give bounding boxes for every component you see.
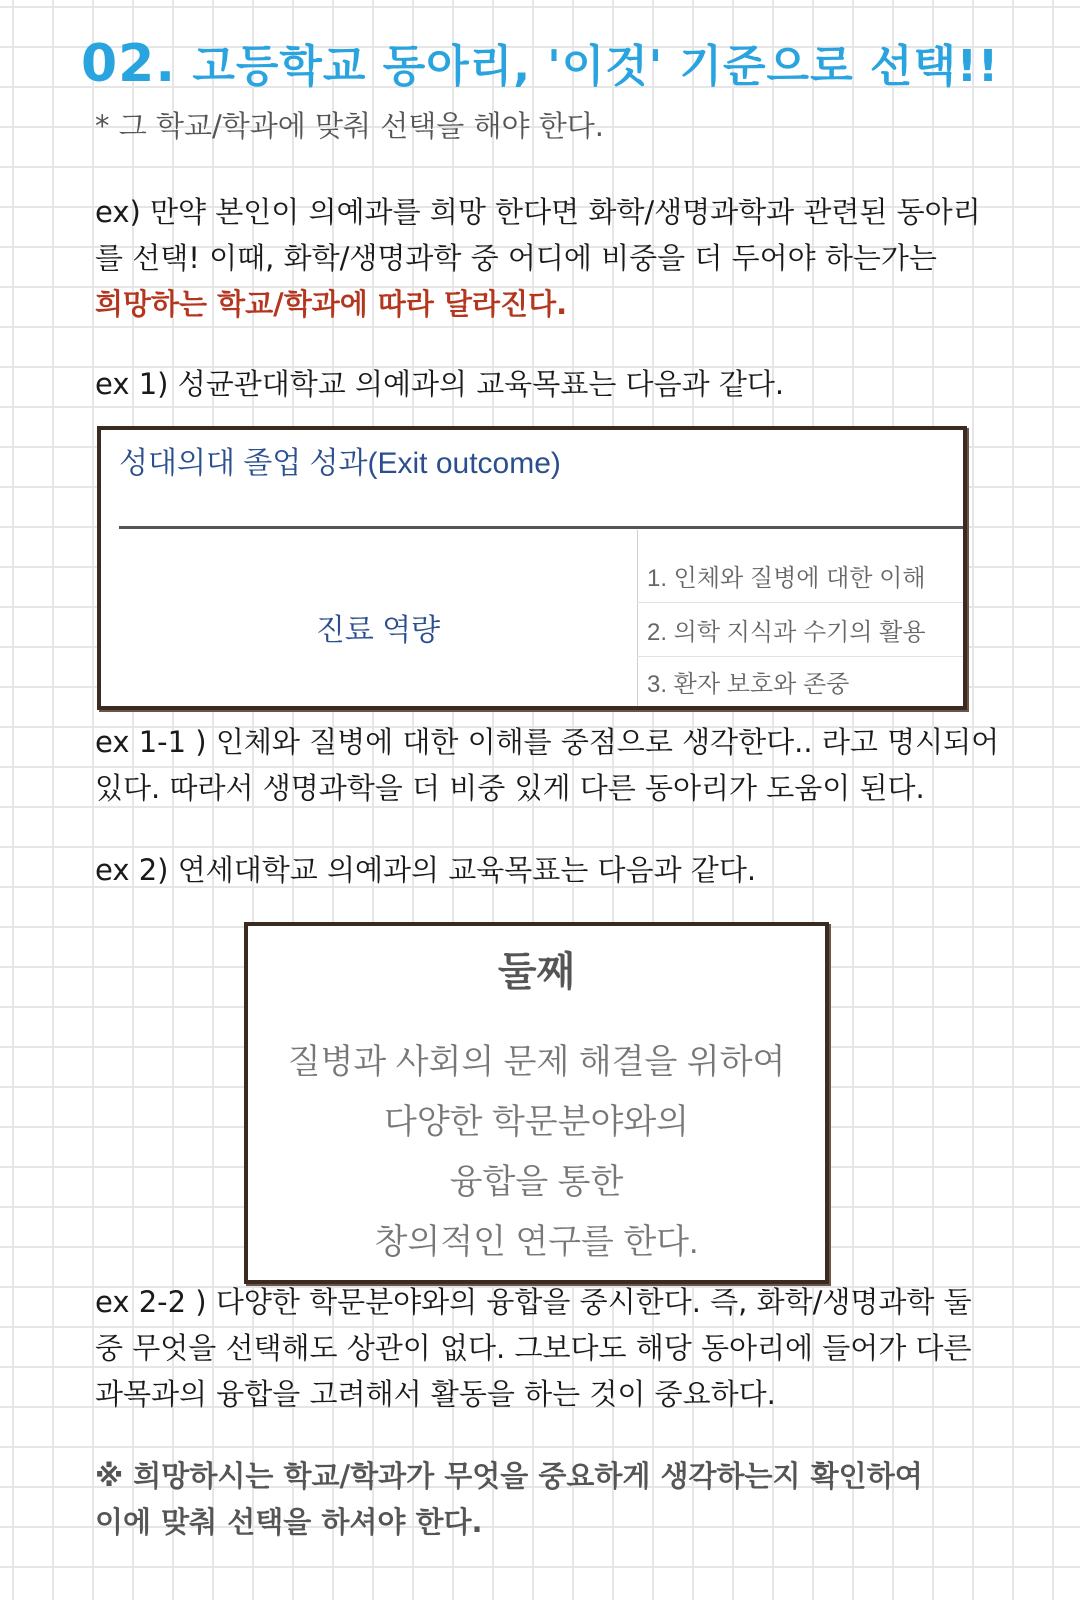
ex2-box-line-1: 질병과 사회의 문제 해결을 위하여 xyxy=(287,1043,786,1081)
ex1-table-image xyxy=(97,426,967,710)
ex2-box-line-2: 다양한 학문분야와의 xyxy=(383,1103,690,1141)
ex1-note-line-2: 있다. 따라서 생명과학을 더 비중 있게 다른 동아리가 도움이 된다. xyxy=(95,771,925,805)
ex2-note-line-1: ex 2-2 ) 다양한 학문분야와의 융합을 중시한다. 즉, 화학/생명과학 둘 xyxy=(95,1285,972,1319)
title-text: 고등학교 동아리, '이것' 기준으로 선택!! xyxy=(192,41,1000,92)
ex2-box-image xyxy=(244,922,829,1284)
subnote: * 그 학교/학과에 맞춰 선택을 해야 한다. xyxy=(95,109,605,143)
page-title xyxy=(0,30,1080,94)
ex1-table-row-sep xyxy=(637,602,963,603)
ex1-note-line-1: ex 1-1 ) 인체와 질병에 대한 이해를 중점으로 생각한다.. 라고 명시되어 xyxy=(95,725,1000,759)
intro-line-2: 를 선택! 이때, 화학/생명과학 중 어디에 비중을 더 두어야 하는가는 xyxy=(95,241,937,275)
intro-line-1: ex) 만약 본인이 의예과를 희망 한다면 화학/생명과학과 관련된 동아리 xyxy=(95,195,981,229)
ex2-note-line-3: 과목과의 융합을 고려해서 활동을 하는 것이 중요하다. xyxy=(95,1377,776,1411)
ex1-table-row-sep xyxy=(637,656,963,657)
conclusion-line-2: 이에 맞춰 선택을 하셔야 한다. xyxy=(95,1505,483,1539)
ex2-note-line-2: 중 무엇을 선택해도 상관이 없다. 그보다도 해당 동아리에 들어가 다른 xyxy=(95,1331,972,1365)
ex1-table-item-3: 3. 환자 보호와 존중 xyxy=(647,671,850,698)
ex1-table-category: 진료 역량 xyxy=(315,614,441,647)
conclusion-line-1: ※ 희망하시는 학교/학과가 무엇을 중요하게 생각하는지 확인하여 xyxy=(95,1459,923,1493)
ex2-heading: ex 2) 연세대학교 의예과의 교육목표는 다음과 같다. xyxy=(95,853,757,887)
intro-highlight: 희망하는 학교/학과에 따라 달라진다. xyxy=(95,287,568,321)
ex1-table-title: 성대의대 졸업 성과(Exit outcome) xyxy=(119,447,561,480)
ex1-table-rule xyxy=(119,526,963,529)
ex2-box-title: 둘째 xyxy=(497,950,576,994)
ex1-table-item-1: 1. 인체와 질병에 대한 이해 xyxy=(647,565,926,592)
ex1-heading: ex 1) 성균관대학교 의예과의 교육목표는 다음과 같다. xyxy=(95,367,785,401)
ex2-box-line-4: 창의적인 연구를 한다. xyxy=(374,1223,699,1261)
ex1-table-item-2: 2. 의학 지식과 수기의 활용 xyxy=(647,619,926,646)
title-number: 02. xyxy=(80,34,177,94)
ex1-table-divider xyxy=(637,530,638,706)
ex2-box-line-3: 융합을 통한 xyxy=(449,1163,624,1201)
